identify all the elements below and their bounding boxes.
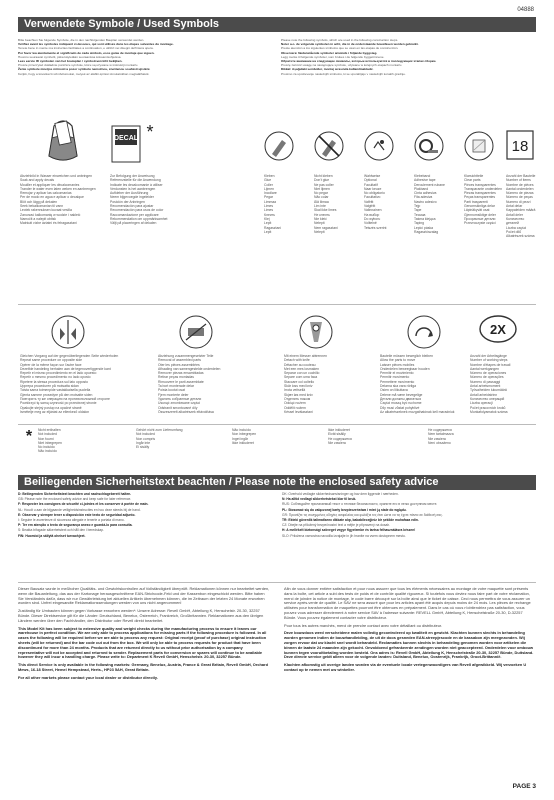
safety-line: NL: Houdt u aan de bijgaande veiligheidsinstructies en hou deze steeds bij de hand. — [18, 507, 141, 512]
safety-line: DK: Overhold vedlagte sikkerhedsanvisninger og hav dem liggende i nærheden. — [282, 492, 399, 496]
intro-paragraph: Huomio seuraavat symbolit, jotka käytetään seuraavissa kokoamisohjeissa. — [18, 54, 122, 59]
not-included-star-icon — [22, 428, 36, 442]
safety-line: E: Observar y siempre tener a disposición este texto de seguridad adjunto. — [18, 512, 136, 517]
warranty-text — [18, 587, 536, 777]
warranty-paragraph: Afin de vous donner entière satisfaction et pour nous assurer que tous les éléments nécessaires au montage de votre maquette sont présents dans la boîte, cet article a subi des tests de poids et de contrôle qualité rigoureux. Si toutefois vous deviez nous faire part de votre réclamation, merci de joindre la notice de montage, le code barre découpé sur la boîte ainsi que le ticket de caisse. Ceci nous permettra de vous assurer un service après-vente de qualité. Le SAV ne sera assuré que pour les articles ayant été acquis depuis moins de 24 mois. Les pièces de rechange utilisées pour transformation de maquettes pourront être obtenues en prépaiement. Dans le cas où vous n'obtiendriez pas satisfaction, vous pouvez vous adresser directement à notre service SAV à l'adresse suivante: REVELL GmbH, Abteilung K, Henschelstraße 20-30, D-32257 Bünde. Vous pouvez également contacter votre distributeur. — [284, 586, 531, 620]
intro-paragraph: Žente symbole mnetjos mírnosti a pozor symbolu nemožnou, zneštenou součástí ujistění. — [18, 67, 151, 72]
warranty-left-column — [18, 587, 270, 684]
paint-brush-icon — [264, 130, 294, 162]
safety-line: GB: Please note the enclosed safety advice and keep safe for later reference. — [18, 497, 132, 502]
not-in-kit-caption: Gehört nicht zum Lieferumfang Not included Non compris Ingår inte Ei sisälly — [136, 428, 183, 450]
intro-paragraph: Обратите внимание на следующие символы, которые используются в последующих этапах сборки. — [281, 59, 437, 64]
warranty-paragraph: Deze bouwdoos werd verscheidene malen volledig gecontroleerd op kwaliteit en gewicht. Klachten kunnen slechts in behandeling worden genomen indien de bouwhandleiding, de uit de doos gesneden EAN-streepjescode en de kassabon zijn meegezonden. Wij zorgen ervoor dat uw klacht snel wordt behandeld. Reclamaties kunnen slechts in behandeling genomen worden voor artikelen die binnen de laatste 24 maanden zijn gekocht. Onvoldoend gefrankeerde zendingen worden niet geaccepteerd. Onderdelen voor ombouw kunnen tegen vooruitbetaling worden besteld. Ons adres is: Revell GmbH, Abteilung K, Henschelstraße 20-30, 32257 Bünde, Duitsland. Deze directe service geldt alleen voor de volgende landen: Duitsland, Benelux, Oostenrijk, Frankrijk, Groot-Brittannië. — [284, 630, 534, 660]
intro-left-column — [18, 38, 273, 76]
intro-paragraph: Vérifiez avant les symboles indiquant ci-dessous, qui sont utilisés dans les étapes suivantes du montage. — [18, 42, 174, 47]
intro-paragraph: Dikkat: Aşağıdaki semboller, montaj sırasında kullanılmaktadır. — [281, 67, 374, 72]
document-number: 04888 — [517, 7, 534, 13]
number-18-icon — [506, 130, 534, 160]
warranty-paragraph: Klachten afkomstig uit overige landen worden via de eventuele locale vertegenwoordigers van Revell afgewikkeld. Wij verzoeken U contact op te nemen met uw winkelier. — [284, 662, 527, 672]
drill-hole-icon — [298, 314, 334, 350]
not-included-caption: Nicht enthalten Not included Non fourni Niet inbegrepen No incluido Não incluído — [38, 428, 62, 454]
divider-1 — [18, 304, 536, 305]
tape-caption: Klebeband Adhesive tape Deroulement rubane Plakband Cinta adhesiva Fita adesiva Nastro adesivo Tejp Tape Тесьма Taśma klejąca Taping Lepicí páska Ragasztószalag — [414, 174, 445, 234]
safety-line: F: Respecter les consignes de sécurité ci-jointes et les conserver à portée de main. — [18, 502, 149, 507]
decal-pictogram-icon — [110, 124, 156, 164]
intro-paragraph: Legg merke til følgende symboler, som brukes i de følgende byggetrinnene. — [281, 54, 385, 59]
water-decal-caption: Abziehbild in Wasser einweichen und anbringen Soak and apply decals Mouiller et appliquer les décalcomanies Trander le water even laten weken en aanbrengen Remojar y aplicar las calcomanías Per de modo en agua e aplicar o decalque Blöt och lägg på dekalen Seek bekalkomanian til vann Leotek rakennuksen kuvaat vesilla Zanurzać kalkomanię w wodzie i nakleić Namočit a nalepit obtisk Matricát vízbe áztatni és felragasztani — [20, 174, 96, 226]
remove-part-caption: Abziehung zusammengesetzter Teile Removal of assembled parts Oter les pièces assemblées Afhaaling van samengestelde onderdelen Remover piezas ensambladas Retirar peças montadas Rimuovere le parti assemblate Ta bort monterade delar Poista kootut osat Fjern monterte deler Удалить собранные детали Usunąć zmontowane części Odstranit smontované díly Összeszerelt alkatrészek eltávolítása — [158, 354, 221, 414]
no-glue-icon — [314, 130, 344, 162]
safety-line: PL: Stosować się do załączonej karty bezpieczeństwa i mieć ją stale do wglądu. — [282, 507, 407, 512]
not-supplied-caption: Ikke inkluderet Eivät sisälly Не содержится Nie zawiera — [328, 428, 352, 445]
intro-paragraph: Preste atención a los siguientes símbolos que se usan en las etapas de construcción. — [281, 46, 399, 51]
svg-text:2X: 2X — [490, 322, 506, 337]
warranty-right-column — [284, 587, 536, 676]
warranty-paragraph: Dieser Bausatz wurde in meßhoher Qualitäts- und Gewichtskontrollen auf Vollständigkeit überprüft. Reklamationen können nur bearbeitet werden, wenn die Bauanleitung, das aus der Kartonage herausgeschnittene EAN-Strichcode-Feld und der Kassenbon eingeschickt werden. Bitte haben Sie Verständnis dafür, dass wir nur Gewährleistung bei aktuellen Artikeln übernehmen können, die im Zeitraum der letzten 24 Monate erworben wurden sind. Unfrei eingesandte Reklamationssendungen werden von uns nicht angenommen! — [18, 586, 270, 606]
symbol-row-3 — [18, 428, 536, 472]
paint-brush-caption: Kleben Glue Coller Lijmen Incollare Pegar Limmaa Limes Limes Клеить Klej Lepit Ragasztani Lepit — [264, 174, 281, 234]
intro-paragraph: Proszę zwrócić uwagę na następujące symbole, używane w kolejnych etapach montażu. — [281, 63, 403, 68]
safety-line: FIN: Huomioi ja säilytä oheiset turvaohjeet. — [18, 533, 86, 538]
optional-icon — [364, 130, 394, 162]
section-title-used-symbols: Verwendete Symbole / Used Symbols — [18, 17, 536, 32]
svg-text:DECAL: DECAL — [113, 135, 139, 142]
transparent-icon — [464, 130, 494, 162]
safety-advice — [18, 492, 536, 578]
intro-paragraph: Tenete bene in mente ma instructies facilitates a continuation, e utilizzi nei disegni dell'intera opera. — [18, 46, 154, 51]
intro-paragraph: Bitte beachten Sie folgende Symbole, die in den nachfolgenden Bauplan verwendet werden. — [18, 38, 145, 42]
intro-paragraph: Noter a.o. de volgende symbolen in acht, die in de onderstaande bouwfasen worden gebruikt. — [281, 42, 419, 47]
intro-text — [18, 38, 536, 110]
section-title-safety-advice: Beiliegenden Sicherheitstext beachten / Please note the enclosed safety advice — [18, 475, 536, 490]
intro-paragraph: Prosimo za upoštevanje naslednjih simbolov, ki se uporabljajo v naslednjih korakih gradnje. — [281, 71, 406, 76]
not-delivered-caption: Не содержится Nem tartalmazza Nie zawiera Není obsaženo — [428, 428, 454, 445]
symbol-row-1 — [18, 118, 536, 304]
safety-line: D: Beiliegenden Sicherheitstext beachten und nachschlagebereit halten. — [18, 492, 132, 496]
optional-caption: Wahlweise Optional Facultatif Naar keuze No obligatorio Facultativo Valfritt Valgfritt Valinnainen На выбор Do wyboru Volitelně Tetszés szerint — [364, 174, 387, 230]
safety-line: RUS: Соблюдайте прилагаемый текст о технике безопасности, храните его в легко доступном месте. — [282, 502, 438, 507]
safety-line: H: A mellékelt biztonsági szöveget vegye figyelembe és tartsa felhasználásra készen! — [282, 528, 416, 533]
mobile-part-icon — [406, 314, 442, 350]
safety-line: TR: Ekteki güvenlik talimatlarını dikkate alıp, bakabileceğiniz bir şekilde muhafaza edin. — [282, 518, 419, 523]
svg-text:18: 18 — [511, 138, 529, 155]
svg-text:*: * — [146, 124, 154, 142]
safety-line: I: Seguire le avvertenze di sicurezza allegate e tenerle a portata di mano. — [18, 518, 125, 523]
divider-2 — [18, 424, 536, 425]
intro-paragraph: Observera: Nedanstående symboler används i följande byggsteg. — [281, 50, 378, 55]
not-contained-caption: Não incluído Non inbegrepen Inget ingår Ikke inkluderet — [232, 428, 257, 445]
tape-icon — [414, 130, 444, 162]
intro-right-column — [281, 38, 536, 76]
safety-line: GR: Προσέξτε τις συνημμένες οδηγίες ασφαλείας και φυλάξτε τες έτσι ώστε να τις έχετε πάντα σε διάθεσή σας. — [282, 512, 443, 517]
safety-line: S: Beakta bifogade säkerhetstext och håll den i beredskap. — [18, 528, 104, 533]
safety-left-column — [18, 492, 272, 539]
no-glue-caption: Nicht kleben Don't glue Ne pas coller Niet lijmen No pegar Não colar Älä liimaa Lim inte Skal ikke limes Не клеить Nie kleić Nelepit Nem ragasztani Nelepit — [314, 174, 338, 234]
number-2x-icon — [478, 314, 518, 344]
intro-paragraph: Kérjük, hogy a következő szimbólumokat, melyek az alábbi építési útmutatókban megtalálhatók. — [18, 71, 150, 76]
warranty-paragraph: Pour tous les autres marchés, merci de prendre contact avec votre détaillant ou distributeur. — [284, 622, 443, 628]
page-number: PAGE 3 — [512, 783, 536, 790]
symbol-row-2 — [18, 308, 536, 423]
svg-text:*: * — [25, 428, 33, 442]
remove-part-icon — [178, 314, 214, 350]
warranty-paragraph: This direct Service is only available in the following markets: Germany, Benelux, Austria, France & Great Britain, Revell GmbH, Orchard Mews, 16-18 Street, Hemel Hempstead, Herts., HP23 5AH, Great Britain. — [18, 662, 268, 672]
number-2x-caption: Anzahl der Arbeitsgänge Number of working steps Nombre d'étapes de travail Aantal werkgangen Número de operaciones Número de operações Numero di passaggi Antal arbetsmoment Työvaiheiden lukumäärä Antall arbeidstrinn Количество операций Liczba operacji Počet pracovních kroků Munkafolyamatok száma — [470, 354, 511, 414]
water-decal-icon — [44, 118, 82, 162]
intro-paragraph: Por favor lea atentamente el significado de cada símbolo, esos guías de montaje que siguen. — [18, 50, 155, 55]
intro-paragraph: Lees eerste ID symbolen van het bouwplan / symboloverzicht bekijken. — [18, 59, 123, 64]
decal-pictogram-caption: Zur Befolgung der Anweisung Referenzstelle für die Anwendung Indicate les decalcomanie à utiliser Verdunsten is het aanbrengen Aufkleber der Ausführung Neem bijgevoegde ingeleider Posición der Anbringen Recomendación para ajustar Recomendación para usos de color Raccomandazione per applicare Rekommendation om uppmärksamhet Väljt på placeringen af dekalen — [110, 174, 168, 226]
mobile-part-caption: Bauteile müssen beweglich bleiben Allow the parts to move Laisser pièces mobiles Onderdelen beweegbaar houden Permitir el movimiento Permitir movimento Permettere movimento Delarna ska vara rörliga Osien on liikuttava Delene må være bevegelige Детали должны двигаться Części muszą być ruchome Díly musí zůstat pohyblivé Az alkatrészeknek mozgathatónak kell maradniuk — [380, 354, 455, 414]
safety-line: SLO: Priložena varnostna navodila izvajajte in jih hranite na vsem dostopnem mestu. — [282, 533, 406, 538]
safety-right-column — [282, 492, 536, 539]
warranty-paragraph: This Model Kit has been subject to extensive quality and weight checks during the manufacturing process to ensure it leaves our warehouse in perfect condition. We are only able to process applications for missing parts if the following procedure is followed. In all cases the following will be required before we are able to process any request: Original receipt (proof of purchase) original instruction sheets (will be returned) and the bar code cut out from the box. We will only be able to process requests for product that have been discontinued for more than 24 months. Products that are returned directly to us without prior authorisation by a company representative will not be accepted and returned to sender. Replacement parts for conversion or spares will continue to be available however they will incur a handling charge. Please write to: Department K Revell GmbH, Henschelstr. 20-30, 32257 Bünde. — [18, 625, 267, 660]
safety-line: P: Ter em atenção o texto de segurança anexo e guardá-lo para consulta. — [18, 523, 133, 528]
intro-paragraph: Please note the following symbols, which are used in the following construction steps. — [281, 38, 399, 42]
warranty-paragraph: For all other markets please contact your local dealer or distributor directly. — [18, 674, 158, 680]
divider-3 — [18, 582, 536, 583]
drill-hole-caption: Mit einem Messer abtrennen Detach with knife Détacher au couteau Met een mes losmaken Separar con un cuchillo Separe com uma faca Staccare col coltello Skär loss med kniv Irrota veitsellä Skjær løs med kniv Отделить ножом Odciąć nożem Oddělit nožem Késsel leválasztani — [284, 354, 327, 414]
warranty-paragraph: Zuständig für Umbauten können gegen Vorkasse erworben werden*: Unsere Adresse: Revell GmbH, Abteilung K, Henschelstr. 20-30, 32257 Bünde. Dieser Direktservice gilt für die Länder: Deutschland, Benelux, Österreich, Frankreich, Großbritannien. Reklamationen aus den übrigen Ländern werden über den Fachhändler, den Distributor oder Revell direkt bearbeitet. — [18, 608, 264, 623]
symmetrical-caption: Gleichen Vorgang auf der gegenüberliegenden Seite wiederholen Repeat same procedure on opposite side Opérer de la même façon sur l'autre face Dezelfde handeling herhalen aan de tegenoverliggende kant Repetir el mismo procedimiento en el lado opuesto Repetir o mesmo procedimento no lado oposto Ripetere la stessa procedura sul lato opposto Upprepa proceduren på motsatta sidan Toista sama toimenpide vastakkaisella puolella Gjenta samme prosedyre på den motsatte siden Повторить ту же операцию на противоположной стороне Powtórzyć tę samą czynność po przeciwnej stronie Opakujte stejný postup na opačné straně Ismételje meg az eljárást az ellenkező oldalon — [20, 354, 119, 414]
safety-line: CZ: Dbejte na přiložený bezpečnostní text a mějte je připravený na dosah. — [282, 523, 391, 528]
number-18-caption: Anzahl der Bauteile Number of items Nombre de pièces Aantal onderdelen Número de piezas Número de peças Numero di pezzi Antal delar Kappaleiden määrä Antall deler Количество деталей Liczba części Počet dílů Alkatrészek száma — [506, 174, 536, 239]
transparent-caption: Klarsichtteile Clear parts Pièces transparentes Transparante onderdelen Piezas transparentes Peças transparentes Parti trasparenti Genomskinliga delar Läpinäkyvät osat Gjennomsiktige deler Прозрачные детали Przezroczyste części — [464, 174, 502, 226]
safety-line: N: Ha alltid vedlagt sikkerhetstekst klar til bruk. — [282, 497, 357, 502]
symmetrical-icon — [50, 314, 86, 350]
intro-paragraph: Prosze przeczytać dokładnie poniższe symbole, które są używane w instrukcji montażu. — [18, 63, 139, 68]
